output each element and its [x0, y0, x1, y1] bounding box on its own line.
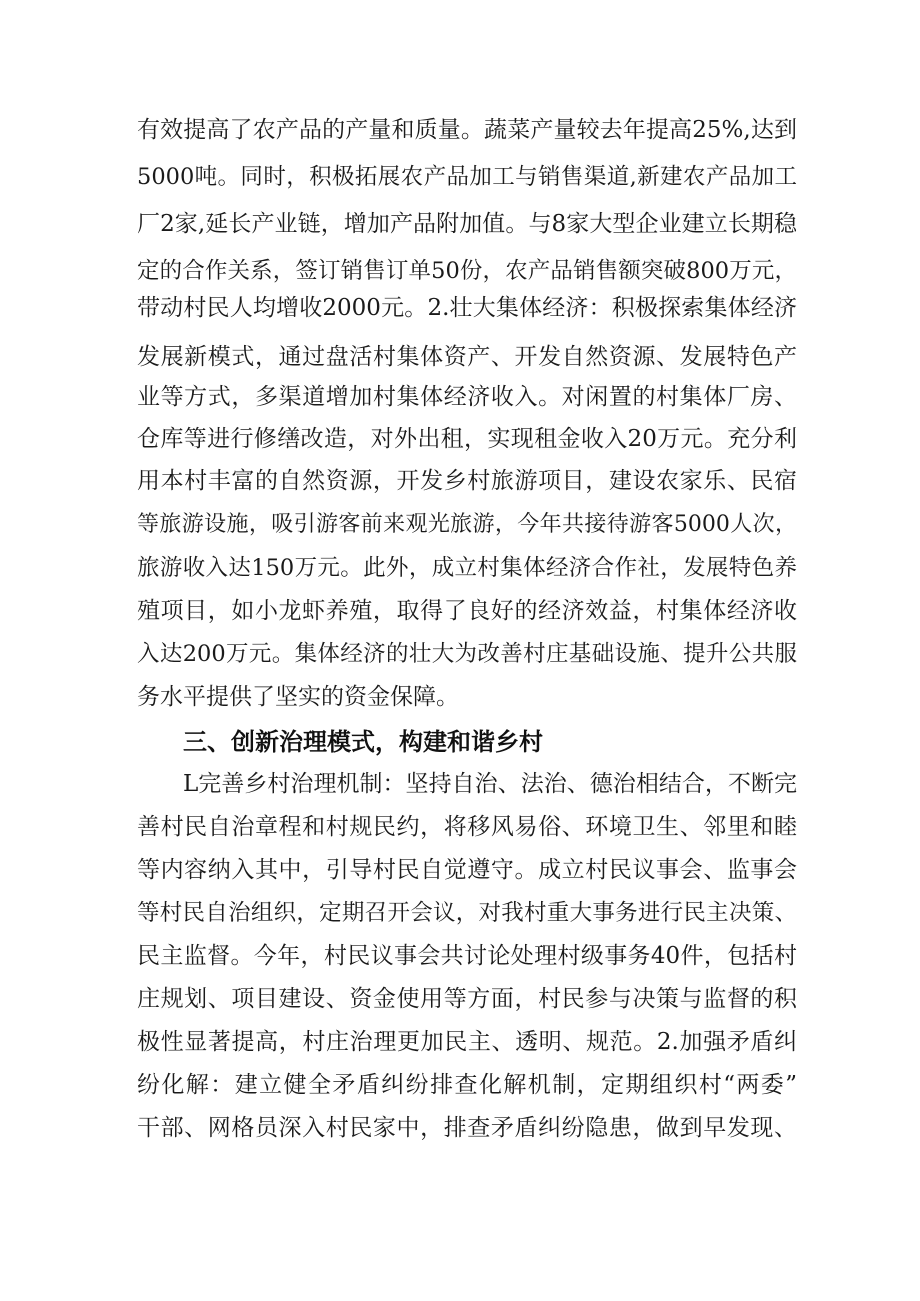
body-text-line: 带动村民人均增收2000元。2.壮大集体经济：积极探索集体经济: [137, 295, 797, 321]
section-heading: 三、创新治理模式，构建和谐乡村: [183, 728, 543, 756]
body-text-line: 发展新模式，通过盘活村集体资产、开发自然资源、发展特色产: [137, 344, 797, 370]
body-text-line: 厂2家,延长产业链，增加产品附加值。与8家大型企业建立长期稳: [137, 211, 797, 237]
body-text-line: 民主监督。今年，村民议事会共讨论处理村级事务40件，包括村: [137, 943, 797, 969]
body-text-line: 殖项目，如小龙虾养殖，取得了良好的经济效益，村集体经济收: [137, 598, 797, 624]
body-text-line: 极性显著提高，村庄治理更加民主、透明、规范。2.加强矛盾纠: [137, 1029, 797, 1055]
body-text-line: L完善乡村治理机制：坚持自治、法治、德治相结合，不断完: [183, 771, 797, 797]
body-text-line: 等村民自治组织，定期召开会议，对我村重大事务进行民主决策、: [137, 900, 797, 926]
body-text-line: 旅游收入达150万元。此外，成立村集体经济合作社，发展特色养: [137, 555, 797, 581]
body-text-line: 等内容纳入其中，引导村民自觉遵守。成立村民议事会、监事会: [137, 857, 797, 883]
body-text-line: 干部、网格员深入村民家中，排查矛盾纠纷隐患，做到早发现、: [137, 1115, 797, 1141]
body-text-line: 庄规划、项目建设、资金使用等方面，村民参与决策与监督的积: [137, 986, 797, 1012]
body-text-line: 善村民自治章程和村规民约，将移风易俗、环境卫生、邻里和睦: [137, 814, 797, 840]
body-text-line: 有效提高了农产品的产量和质量。蔬菜产量较去年提高25%,达到: [137, 117, 797, 143]
body-text-line: 用本村丰富的自然资源，开发乡村旅游项目，建设农家乐、民宿: [137, 468, 797, 494]
body-text-line: 等旅游设施，吸引游客前来观光旅游，今年共接待游客5000人次，: [137, 512, 797, 537]
body-text-line: 务水平提供了坚实的资金保障。: [137, 684, 459, 710]
body-text-line: 仓库等进行修缮改造，对外出租，实现租金收入20万元。充分利: [137, 426, 797, 452]
body-text-line: 入达200万元。集体经济的壮大为改善村庄基础设施、提升公共服: [137, 641, 797, 667]
body-text-line: 业等方式，多渠道增加村集体经济收入。对闲置的村集体厂房、: [137, 384, 797, 410]
body-text-line: 5000吨。同时，积极拓展农产品加工与销售渠道,新建农产品加工: [137, 164, 797, 190]
body-text-line: 定的合作关系，签订销售订单50份，农产品销售额突破800万元，: [137, 258, 797, 284]
body-text-line: 纷化解：建立健全矛盾纠纷排查化解机制，定期组织村“两委”: [137, 1072, 797, 1098]
